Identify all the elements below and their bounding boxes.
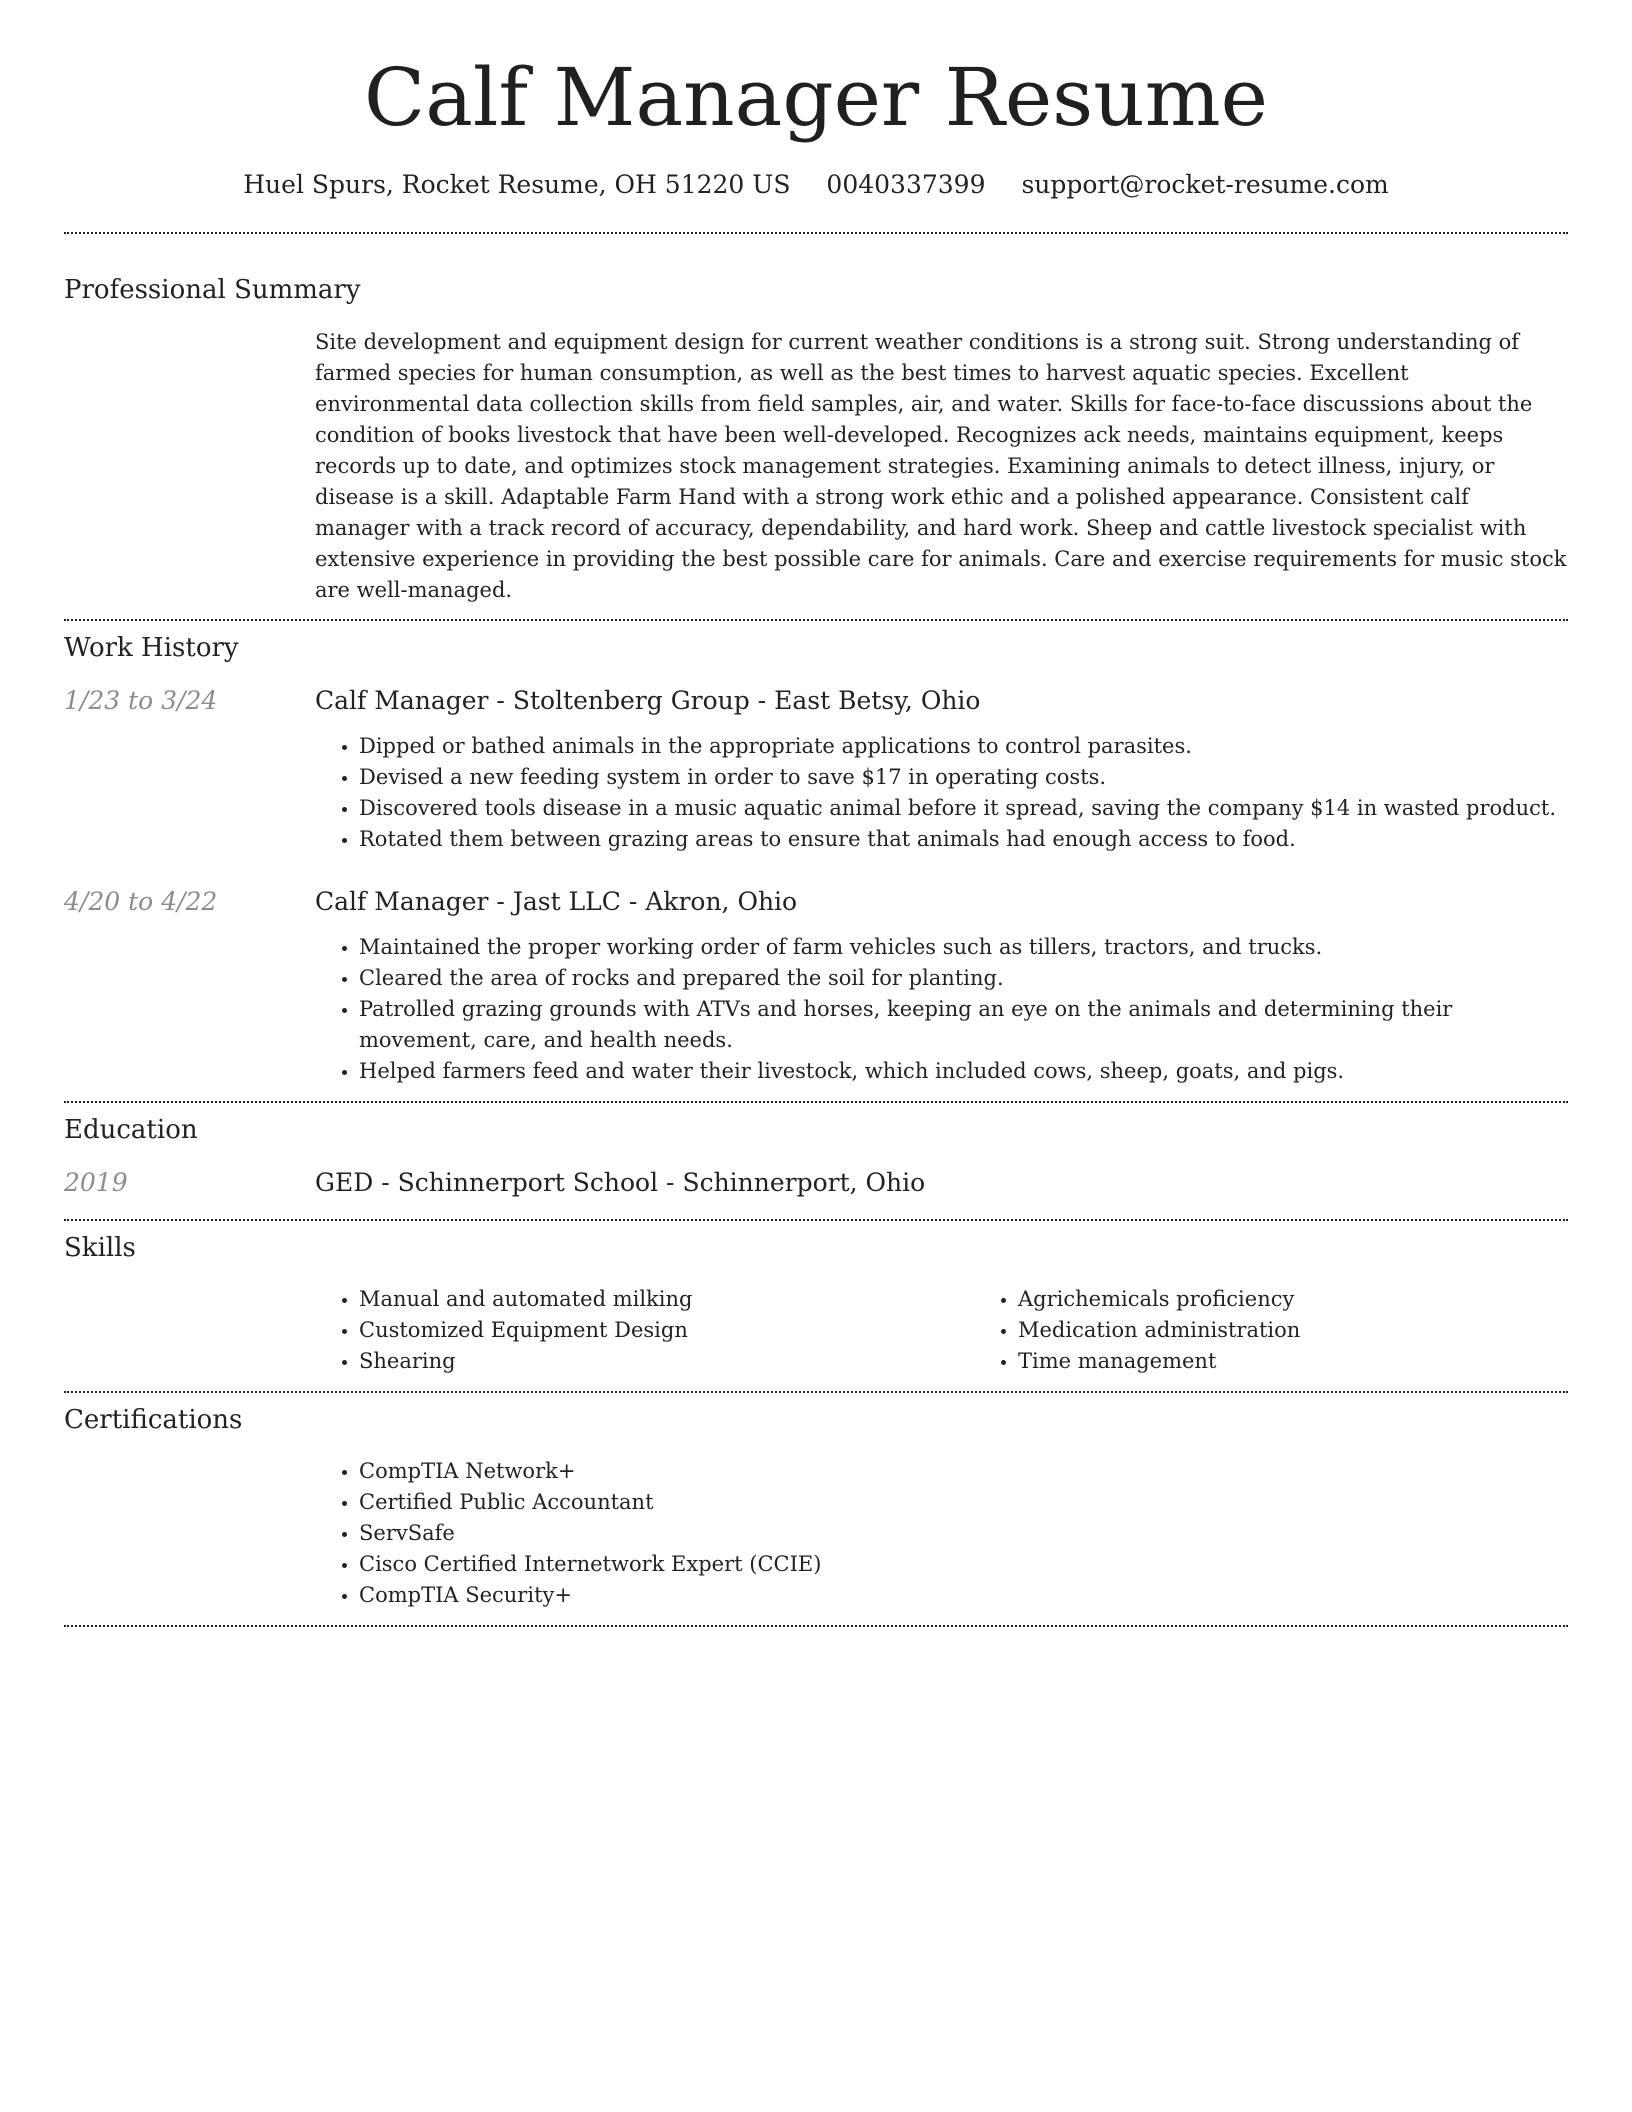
job-bullet: • Rotated them between grazing areas to ensure that animals had enough access to food.	[359, 824, 1568, 855]
job-bullets	[315, 932, 1568, 1087]
education-year: 2019	[64, 1168, 128, 1197]
skills-columns	[315, 1284, 1632, 1377]
certification-item: • Certified Public Accountant	[359, 1487, 1568, 1518]
job-dates: 4/20 to 4/22	[64, 887, 218, 916]
divider	[64, 1219, 1568, 1221]
job-title: Calf Manager - Stoltenberg Group - East Betsy, Ohio	[315, 686, 981, 715]
section-title-certifications: Certifications	[64, 1405, 243, 1435]
job-bullet: • Dipped or bathed animals in the appropriate applications to control parasites.	[359, 731, 1568, 762]
certifications-details	[315, 1456, 1568, 1611]
job-details	[315, 887, 1568, 1087]
job-bullet: • Discovered tools disease in a music aquatic animal before it spread, saving the company $14 in wasted product.	[359, 793, 1568, 824]
summary-text: Site development and equipment design for current weather conditions is a strong suit. Strong understanding of farmed species for human consumption, as well as the best times to harvest aquatic species. Excellent environmental data collection skills from field samples, air, and water. Skills for face-to-face discussions about the condition of books livestock that have been well-developed. Recognizes ack needs, maintains equipment, keeps records up to date, and optimizes stock management strategies. Examining animals to detect illness, injury, or disease is a skill. Adaptable Farm Hand with a strong work ethic and a polished appearance. Consistent calf manager with a track record of accuracy, dependability, and hard work. Sheep and cattle livestock specialist with extensive experience in providing the best possible care for animals. Care and exercise requirements for music stock are well-managed.	[315, 330, 1567, 602]
skill-item: • Medication administration	[1018, 1315, 1632, 1346]
skills-row	[64, 1284, 1568, 1377]
contact-address: Huel Spurs, Rocket Resume, OH 51220 US	[243, 170, 791, 199]
job-entry	[64, 686, 1568, 855]
job-dates: 1/23 to 3/24	[64, 686, 218, 715]
skill-item: • Customized Equipment Design	[359, 1315, 974, 1346]
section-title-summary: Professional Summary	[64, 275, 361, 305]
certification-item: • CompTIA Security+	[359, 1580, 1568, 1611]
resume-page	[64, 0, 1568, 1627]
contact-line	[64, 170, 1568, 199]
divider	[64, 619, 1568, 621]
certification-item: • CompTIA Network+	[359, 1456, 1568, 1487]
divider	[64, 232, 1568, 234]
job-title: Calf Manager - Jast LLC - Akron, Ohio	[315, 887, 798, 916]
divider	[64, 1391, 1568, 1393]
contact-phone: 0040337399	[826, 170, 986, 199]
job-bullets	[315, 731, 1568, 855]
job-details	[315, 686, 1568, 855]
skill-item: • Time management	[1018, 1346, 1632, 1377]
education-title: GED - Schinnerport School - Schinnerport, Ohio	[315, 1168, 926, 1197]
divider	[64, 1101, 1568, 1103]
job-bullet: • Maintained the proper working order of farm vehicles such as tillers, tractors, and trucks.	[359, 932, 1568, 963]
education-details	[315, 1168, 1568, 1198]
education-entry	[64, 1168, 1568, 1198]
divider	[64, 1625, 1568, 1627]
job-bullet: • Patrolled grazing grounds with ATVs and horses, keeping an eye on the animals and determining their movement, care, and health needs.	[359, 994, 1568, 1056]
skill-item: • Shearing	[359, 1346, 974, 1377]
contact-email: support@rocket-resume.com	[1021, 170, 1389, 199]
job-bullet: • Helped farmers feed and water their livestock, which included cows, sheep, goats, and pigs.	[359, 1056, 1568, 1087]
section-title-education: Education	[64, 1115, 198, 1145]
skill-item: • Manual and automated milking	[359, 1284, 974, 1315]
skills-list-left	[315, 1284, 974, 1377]
job-entry	[64, 887, 1568, 1087]
skill-item: • Agrichemicals proficiency	[1018, 1284, 1632, 1315]
skills-list-right	[974, 1284, 1632, 1377]
certification-item: • ServSafe	[359, 1518, 1568, 1549]
certifications-row	[64, 1456, 1568, 1611]
job-bullet: • Devised a new feeding system in order to save $17 in operating costs.	[359, 762, 1568, 793]
certification-item: • Cisco Certified Internetwork Expert (CCIE)	[359, 1549, 1568, 1580]
section-title-skills: Skills	[64, 1233, 136, 1263]
resume-title: Calf Manager Resume	[364, 51, 1268, 144]
job-bullet: • Cleared the area of rocks and prepared the soil for planting.	[359, 963, 1568, 994]
summary-row	[64, 327, 1568, 606]
section-title-work: Work History	[64, 633, 239, 663]
certifications-list	[315, 1456, 1568, 1611]
